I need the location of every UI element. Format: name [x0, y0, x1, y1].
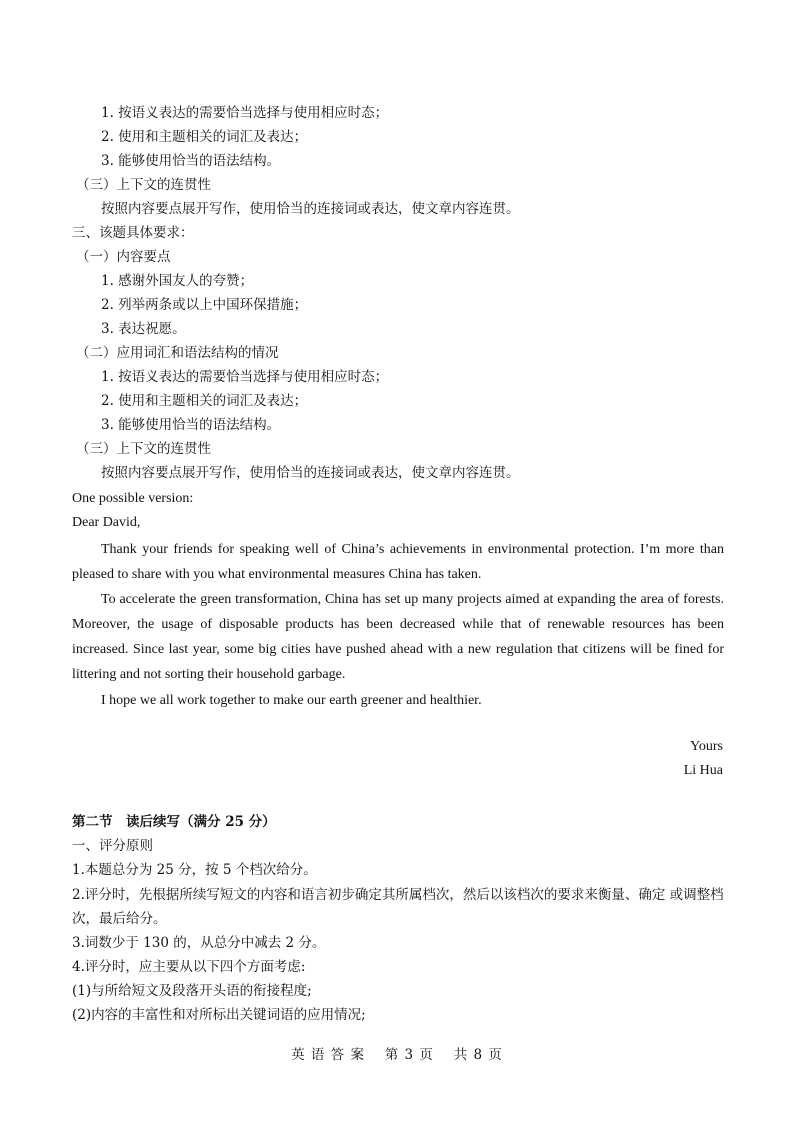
coherence-text-2: 按照内容要点展开写作，使用恰当的连接词或表达，使文章内容连贯。 [101, 465, 520, 481]
scoring-item-1: 1.本题总分为 25 分，按 5 个档次给分。 [72, 862, 317, 878]
coherence-text: 按照内容要点展开写作，使用恰当的连接词或表达，使文章内容连贯。 [101, 201, 520, 217]
tense-criterion-2: 1. 按语义表达的需要恰当选择与使用相应时态； [101, 369, 389, 385]
content-point-2: 2. 列举两条或以上中国环保措施； [101, 297, 308, 313]
scoring-item-4: 4.评分时，应主要从以下四个方面考虑: [72, 959, 306, 975]
scoring-principles-heading: 一、评分原则 [72, 838, 153, 854]
scoring-item-3: 3.词数少于 130 的，从总分中减去 2 分。 [72, 935, 326, 951]
vocab-criterion: 2. 使用和主题相关的词汇及表达； [101, 129, 308, 145]
grammar-criterion: 3. 能够使用恰当的语法结构。 [101, 153, 281, 169]
section2-heading: 第二节 读后续写（满分 25 分） [72, 814, 276, 830]
scoring-item-4-2: (2)内容的丰富性和对所标出关键词语的应用情况; [72, 1007, 366, 1023]
letter-signature: Li Hua [683, 763, 723, 778]
specific-requirements-heading: 三、该题具体要求： [72, 225, 194, 241]
letter-closing: Yours [690, 739, 723, 754]
coherence-heading-2: （三）上下文的连贯性 [76, 441, 211, 457]
letter-paragraph-3: I hope we all work together to make our earth greener and healthier. [101, 693, 482, 708]
vocab-grammar-heading: （二）应用词汇和语法结构的情况 [76, 345, 279, 361]
tense-criterion: 1. 按语义表达的需要恰当选择与使用相应时态； [101, 105, 389, 121]
letter-paragraph-1: Thank your friends for speaking well of China’s achievements in environmental protection. I’m more than pleased to share with you what environmental measures China has taken. [72, 542, 724, 582]
letter-paragraph-2: To accelerate the green transformation, China has set up many projects aimed at expanding the area of forests. Moreover, the usage of disposable products has been decreased while that of renewable resources has been increased. Since last year, some big cities have pushed ahead with a new regulation that citizens will be fined for littering and not sorting their household garbage. [72, 592, 724, 682]
content-point-1: 1. 感谢外国友人的夸赞； [101, 273, 254, 289]
grammar-criterion-2: 3. 能够使用恰当的语法结构。 [101, 417, 281, 433]
page-footer: 英 语 答 案 第 3 页 共 8 页 [291, 1047, 503, 1063]
letter-salutation: Dear David, [72, 515, 141, 530]
scoring-item-4-1: (1)与所给短文及段落开头语的衔接程度; [72, 983, 312, 999]
content-point-3: 3. 表达祝愿。 [101, 321, 186, 337]
vocab-criterion-2: 2. 使用和主题相关的词汇及表达； [101, 393, 308, 409]
coherence-heading: （三）上下文的连贯性 [76, 177, 211, 193]
sample-intro: One possible version: [72, 491, 194, 506]
scoring-item-2: 2.评分时，先根据所续写短文的内容和语言初步确定其所属档次，然后以该档次的要求来衡量、确定 或调整档次，最后给分。 [72, 887, 724, 927]
content-points-heading: （一）内容要点 [76, 249, 171, 265]
